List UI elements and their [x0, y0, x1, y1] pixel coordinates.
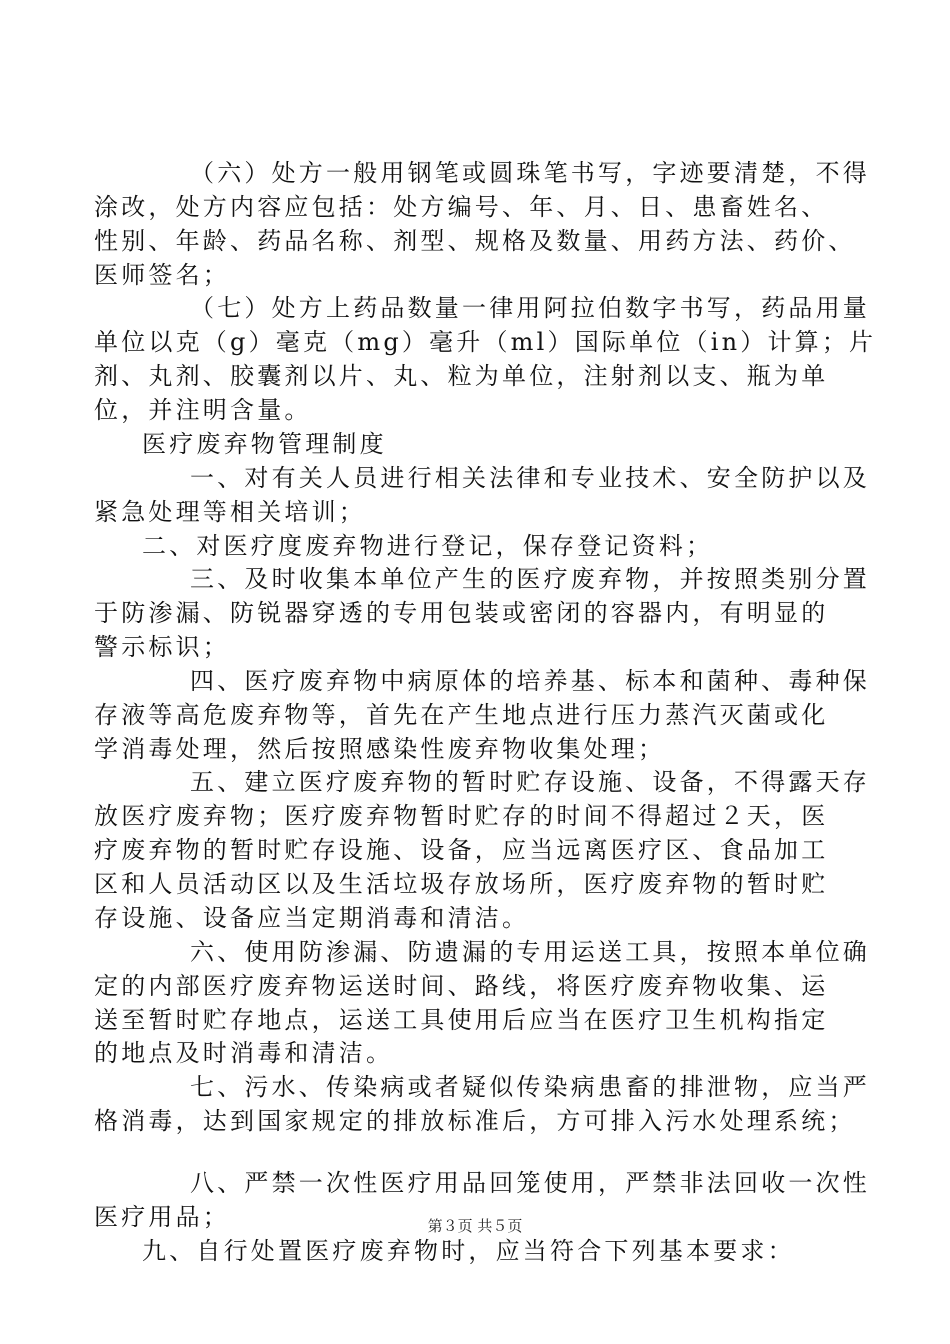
text-line: 涂改，处方内容应包括：处方编号、年、月、日、患畜姓名、 — [94, 193, 829, 221]
text-line: 区和人员活动区以及生活垃圾存放场所，医疗废弃物的暂时贮 — [94, 870, 829, 898]
text-line: 于防渗漏、防锐器穿透的专用包装或密闭的容器内，有明显的 — [94, 599, 829, 627]
text-line: 存设施、设备应当定期消毒和清洁。 — [94, 904, 530, 932]
text-line: 六、使用防渗漏、防遗漏的专用运送工具，按照本单位确 — [190, 938, 870, 966]
text-line: （七）处方上药品数量一律用阿拉伯数字书写，药品用量 — [190, 294, 870, 322]
text-line: 二、对医疗度废弃物进行登记，保存登记资料； — [142, 532, 714, 560]
text-line: 警示标识； — [94, 633, 230, 661]
text-line: 疗废弃物的暂时贮存设施、设备，应当远离医疗区、食品加工 — [94, 836, 829, 864]
text-line: 格消毒，达到国家规定的排放标准后，方可排入污水处理系统； — [94, 1107, 856, 1135]
section-heading: 医疗废弃物管理制度 — [142, 430, 387, 458]
text-line: 七、污水、传染病或者疑似传染病患畜的排泄物，应当严 — [190, 1073, 870, 1101]
text-line: 九、自行处置医疗废弃物时，应当符合下列基本要求： — [142, 1237, 795, 1265]
text-line: 一、对有关人员进行相关法律和专业技术、安全防护以及 — [190, 464, 870, 492]
text-line: 定的内部医疗废弃物运送时间、路线，将医疗废弃物收集、运 — [94, 972, 829, 1000]
text-line: 四、医疗废弃物中病原体的培养基、标本和菌种、毒种保 — [190, 667, 870, 695]
text-line: 的地点及时消毒和清洁。 — [94, 1039, 394, 1067]
text-line: 三、及时收集本单位产生的医疗废弃物，并按照类别分置 — [190, 565, 870, 593]
text-line: 单位以克（g）毫克（mg）毫升（ml）国际单位（in）计算；片 — [94, 328, 877, 356]
text-line: 存液等高危废弃物等，首先在产生地点进行压力蒸汽灭菌或化 — [94, 701, 829, 729]
text-line: 放医疗废弃物；医疗废弃物暂时贮存的时间不得超过２天，医 — [94, 802, 829, 830]
text-line: （六）处方一般用钢笔或圆珠笔书写，字迹要清楚，不得 — [190, 159, 870, 187]
text-line: 医疗用品； — [94, 1203, 230, 1231]
text-line: 性别、年龄、药品名称、剂型、规格及数量、用药方法、药价、 — [94, 227, 856, 255]
page-number-footer: 第３页 共５页 — [427, 1217, 523, 1235]
text-line: 医师签名； — [94, 261, 230, 289]
text-line: 送至暂时贮存地点，运送工具使用后应当在医疗卫生机构指定 — [94, 1006, 829, 1034]
text-line: 位，并注明含量。 — [94, 396, 312, 424]
text-line: 五、建立医疗废弃物的暂时贮存设施、设备，不得露天存 — [190, 768, 870, 796]
text-line: 学消毒处理，然后按照感染性废弃物收集处理； — [94, 735, 666, 763]
text-line: 八、严禁一次性医疗用品回笼使用，严禁非法回收一次性 — [190, 1169, 870, 1197]
text-line: 剂、丸剂、胶囊剂以片、丸、粒为单位，注射剂以支、瓶为单 — [94, 362, 829, 390]
text-line: 紧急处理等相关培训； — [94, 498, 366, 526]
